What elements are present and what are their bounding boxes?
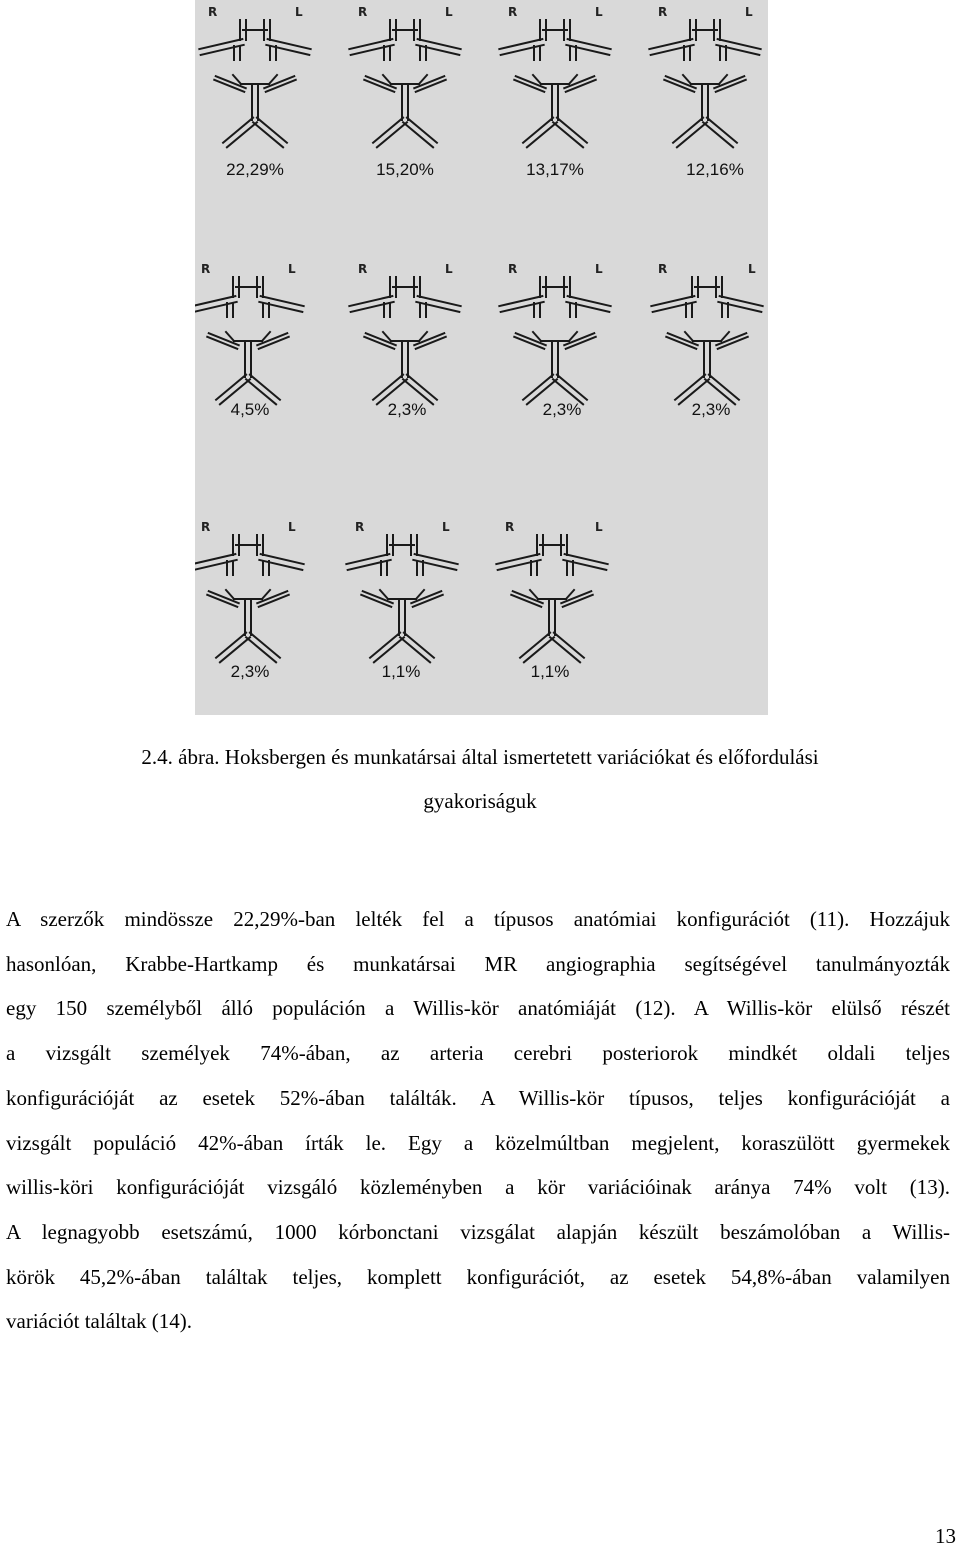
side-label-right: R [508, 262, 518, 276]
side-label-left: L [595, 262, 603, 276]
side-label-left: L [288, 262, 296, 276]
vessel-diagram [349, 20, 460, 147]
text-line: A szerzők mindössze 22,29%-ban lelték fel a típusos anatómiai konfigurációt (11). Hozzájuk [6, 907, 950, 931]
page-number: 13 [935, 1524, 956, 1548]
side-label-right: R [358, 5, 368, 19]
vessel-diagram [349, 277, 460, 404]
side-label-left: L [442, 520, 450, 534]
side-label-right: R [208, 5, 218, 19]
side-label-right: R [355, 520, 365, 534]
side-label-left: L [595, 5, 603, 19]
variant-frequency: 4,5% [230, 400, 270, 419]
side-label-right: R [505, 520, 515, 534]
willis-diagrams [195, 0, 768, 715]
variant-frequency: 22,29% [226, 160, 284, 179]
text-line: hasonlóan, Krabbe-Hartkamp és munkatársai MR angiographia segítségével tanulmányozták [6, 951, 950, 976]
text-line: egy 150 személyből álló populáción a Willis-kör anatómiáját (12). A Willis-kör elülső részét [6, 996, 950, 1021]
vessel-diagram [346, 535, 457, 662]
variant-frequency: 15,20% [376, 160, 434, 179]
text-line: vizsgált populáció 42%-ában írták le. Egy a közelmúltban megjelent, koraszülött gyermekek [6, 1130, 950, 1155]
vessel-diagram [199, 20, 310, 147]
side-label-right: R [201, 262, 211, 276]
side-label-left: L [748, 262, 756, 276]
figure-caption: 2.4. ábra. Hoksbergen és munkatársai által ismertetett variációkat és előfordulási [141, 745, 819, 769]
side-label-left: L [288, 520, 296, 534]
text-line: körök 45,2%-ában találtak teljes, komplett konfigurációt, az esetek 54,8%-ában valamilyen [6, 1264, 950, 1289]
willis-variants-figure [195, 0, 768, 715]
side-label-right: R [658, 262, 668, 276]
vessel-diagram [499, 20, 610, 147]
side-label-left: L [595, 520, 603, 534]
text-line: willis-köri konfigurációját vizsgáló közleményben a kör variációinak aránya 74% volt (13). [6, 1175, 950, 1200]
variant-frequency: 2,3% [387, 400, 427, 419]
text-line: A legnagyobb esetszámú, 1000 kórbonctani vizsgálat alapján készült beszámolóban a Willis- [6, 1219, 950, 1244]
side-label-right: R [201, 520, 211, 534]
variant-frequency: 13,17% [526, 160, 584, 179]
side-label-left: L [445, 262, 453, 276]
variant-frequency: 2,3% [691, 400, 731, 419]
vessel-diagram [499, 277, 610, 404]
text-line: variációt találtak (14). [6, 1309, 192, 1334]
side-label-right: R [508, 5, 518, 19]
figure-caption-continued: gyakoriságuk [423, 789, 537, 813]
vessel-diagram [195, 277, 304, 404]
vessel-diagram [651, 277, 762, 404]
variant-frequency: 2,3% [542, 400, 582, 419]
vessel-diagram [195, 535, 304, 662]
side-label-right: R [658, 5, 668, 19]
vessel-diagram [649, 20, 760, 147]
variant-frequency: 2,3% [230, 662, 270, 681]
body-paragraph [6, 897, 950, 1344]
variant-frequency: 12,16% [686, 160, 744, 179]
side-label-left: L [745, 5, 753, 19]
text-line: a vizsgált személyek 74%-ában, az arteria cerebri posteriorok mindkét oldali teljes [6, 1041, 950, 1066]
variant-frequency: 1,1% [381, 662, 421, 681]
side-label-right: R [358, 262, 368, 276]
side-label-left: L [295, 5, 303, 19]
vessel-diagram [496, 535, 607, 662]
text-line: konfigurációját az esetek 52%-ában találták. A Willis-kör típusos, teljes konfigurációját a [6, 1085, 950, 1110]
variant-frequency: 1,1% [530, 662, 570, 681]
side-label-left: L [445, 5, 453, 19]
